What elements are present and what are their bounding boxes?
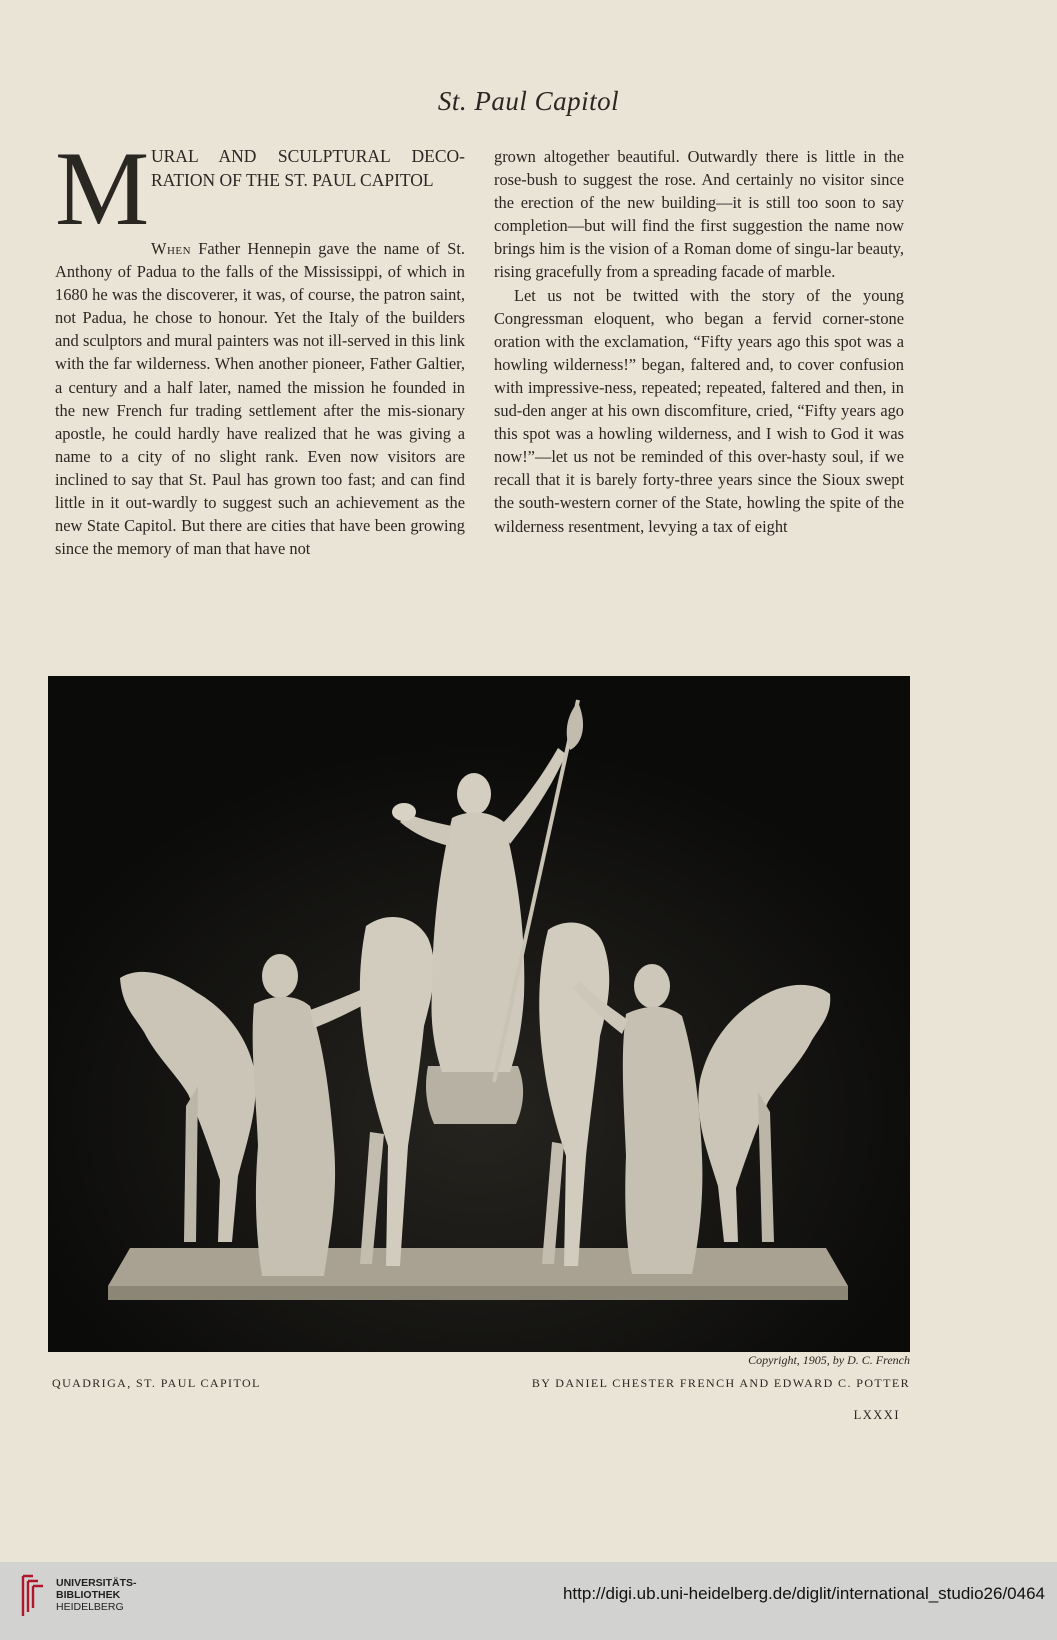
running-head: St. Paul Capitol	[437, 86, 620, 116]
plate-caption-credit: BY DANIEL CHESTER FRENCH AND EDWARD C. POTTER	[531, 1376, 910, 1390]
lead-word: When	[151, 239, 192, 258]
article-heading	[55, 130, 465, 247]
photo-copyright: Copyright, 1905, by D. C. French	[748, 1353, 910, 1367]
article-title: URAL AND SCULPTURAL DECO-RATION OF THE ST. PAUL CAPITOL	[151, 146, 465, 190]
paragraph-congressman: Let us not be twitted with the story of the young Congressman eloquent, who began a fervid corner-stone oration with the exclamation, “Fifty years ago this spot was a howling wilderness!” began, faltered and, to cover confusion with impressive-ness, repeated; repeated, faltered and then, in sud-den anger at his own discomfiture, cried, “Fifty years ago this spot was a howling wilderness, and I wish to God it was now!”—let us not be reminded of this over-hasty soul, if we recall that it is barely forty-three years since the Sioux swept the south-western corner of the State, howling the spite of the wilderness resentment, levying a tax of eight	[494, 285, 904, 536]
library-name-line-2: BIBLIOTHEK	[56, 1589, 121, 1601]
quadriga-photograph	[48, 676, 910, 1352]
library-name[interactable]	[56, 1577, 137, 1613]
library-name-line-1: UNIVERSITÄTS-	[56, 1577, 137, 1589]
quadriga-sculpture-illustration	[48, 676, 910, 1352]
document-url-link[interactable]: http://digi.ub.uni-heidelberg.de/diglit/international_studio26/0464	[562, 1584, 1045, 1603]
left-column	[55, 130, 465, 560]
library-logo-icon[interactable]	[20, 1572, 46, 1620]
page-number: LXXXI	[853, 1408, 900, 1422]
paragraph-continued: grown altogether beautiful. Outwardly there is little in the rose-bush to suggest the rose. And certainly no visitor since the erection of the new building—it is still too soon to say completion—but will find the first suggestion the name now brings him is the vision of a Roman dome of singu-lar beauty, rising gracefully from a spreading facade of marble.	[494, 147, 904, 282]
right-column	[494, 145, 904, 538]
drop-cap: M	[55, 130, 150, 247]
left-column-text	[55, 237, 465, 560]
library-footer	[0, 1562, 1057, 1640]
library-name-line-3: HEIDELBERG	[56, 1601, 124, 1613]
left-column-body: Father Hennepin gave the name of St. Anthony of Padua to the falls of the Mississippi, of which in 1680 he was the discoverer, it was, of course, the patron saint, not Padua, he chose to honour. Yet the Italy of the builders and sculptors and mural painters was not ill-served in this link with the far wilderness. When another pioneer, Father Galtier, a century and a half later, named the mission he founded in the new French fur trading settlement after the mis-sionary apostle, he could hardly have realized that he was giving a name to a city of no slight rank. Even now visitors are inclined to say that St. Paul has grown too fast; and can find little in it out-wardly to suggest such an achievement as the new State Capitol. But there are cities that have been growing since the memory of man that have not	[55, 239, 465, 559]
plate-caption-title: QUADRIGA, ST. PAUL CAPITOL	[52, 1376, 261, 1390]
